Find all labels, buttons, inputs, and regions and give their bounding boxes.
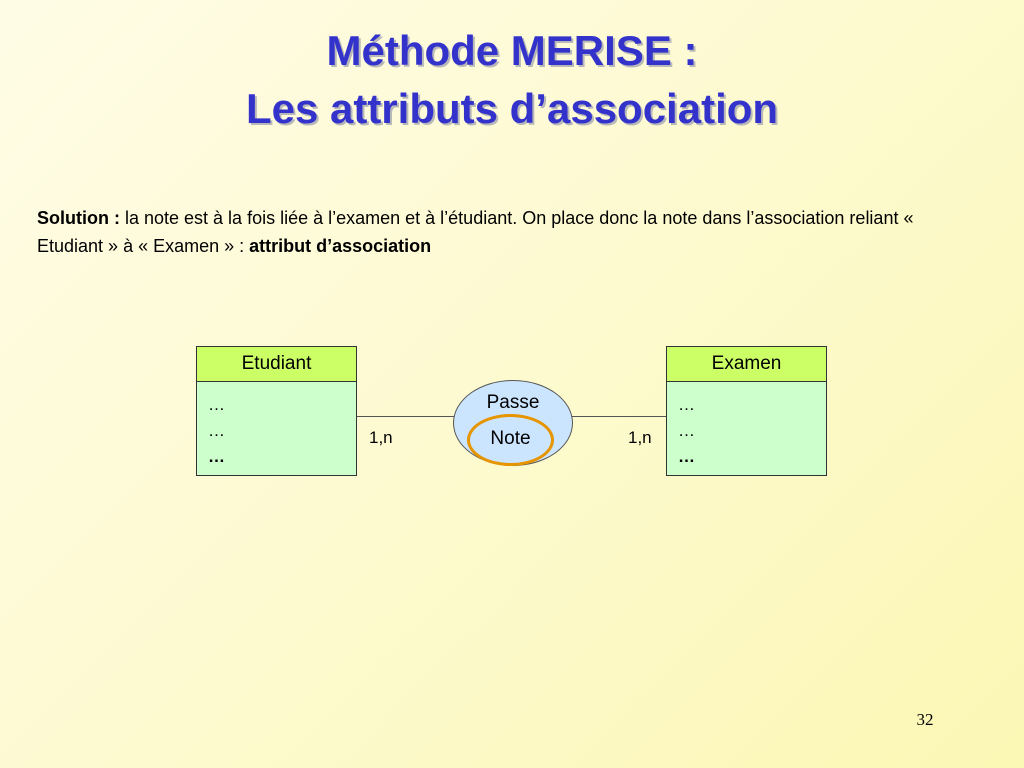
cardinality-right: 1,n [628, 428, 652, 447]
association-name: Passe [486, 392, 540, 413]
title-line-2: Les attributs d’association [245, 85, 779, 132]
page-number: 32 [916, 710, 934, 729]
entity-etudiant-name: Etudiant [196, 346, 357, 382]
entity-attribute: … [678, 447, 695, 466]
solution-label: Solution : [37, 208, 120, 228]
entity-examen [666, 346, 827, 476]
connector-right [571, 416, 666, 417]
entity-attribute: … [678, 395, 695, 414]
title-line-1: Méthode MERISE : [326, 27, 698, 74]
slide-title [0, 22, 1024, 138]
solution-text: la note est à la fois liée à l’examen et à l’étudiant. On place donc la note dans l’association reliant « Etudiant » à « Examen » : [37, 208, 914, 256]
solution-emphasis: attribut d’association [249, 236, 432, 256]
entity-attribute: … [678, 421, 695, 440]
entity-attribute: … [208, 447, 225, 466]
entity-etudiant-attributes [196, 382, 357, 476]
solution-paragraph [37, 204, 977, 260]
entity-attribute: … [208, 421, 225, 440]
entity-etudiant [196, 346, 357, 476]
connector-left [357, 416, 455, 417]
entity-examen-attributes [666, 382, 827, 476]
association-attribute: Note [490, 428, 531, 449]
entity-examen-name: Examen [666, 346, 827, 382]
entity-attribute: … [208, 395, 225, 414]
cardinality-left: 1,n [369, 428, 393, 447]
